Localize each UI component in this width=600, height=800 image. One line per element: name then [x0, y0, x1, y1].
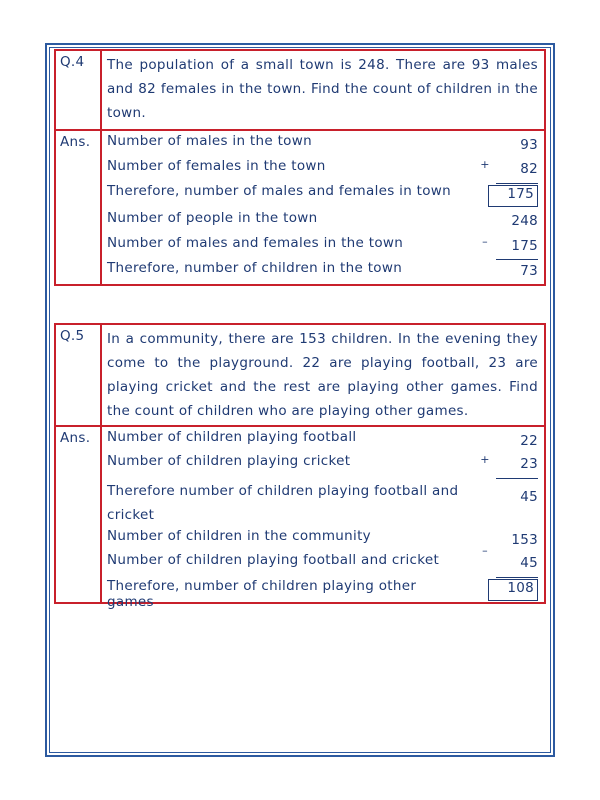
answer-5-row [107, 427, 538, 453]
row-value: 248 [511, 213, 538, 229]
row-label: Therefore, number of males and females in town [107, 183, 452, 199]
row-label: Number of males and females in the town [107, 235, 404, 251]
question-5-text: In a community, there are 153 children. In the evening they come to the playground. 22 are playing football, 23 are playing cricket and the rest are playing other games. Find the count of children who are playing other games. [101, 324, 545, 426]
row-value-boxed: 175 [488, 185, 538, 207]
answer-4-row [107, 235, 538, 260]
answer-4-row [107, 158, 538, 183]
question-5-table [54, 323, 546, 610]
answer-4-row [107, 260, 538, 284]
answer-4-row [107, 131, 538, 158]
answer-4-row [107, 183, 538, 209]
row-value: 23 [496, 453, 538, 479]
question-4-text: The population of a small town is 248. There are 93 males and 82 females in the town. Find the count of children in the town. [101, 50, 545, 130]
answer-5-row [107, 578, 538, 610]
question-5-number: Q.5 [55, 324, 101, 426]
row-label: Number of children playing football [107, 429, 357, 445]
row-value: 22 [520, 433, 538, 449]
row-value-boxed: 108 [488, 579, 538, 601]
row-label: Therefore, number of children playing other games [107, 578, 417, 610]
answer-4-rows [101, 130, 545, 285]
row-label: Number of children playing football and cricket [107, 552, 440, 568]
answer-5-rows [101, 426, 545, 610]
minus-operator: – [482, 235, 488, 248]
row-label: Therefore number of children playing football and cricket [107, 483, 459, 523]
answer-5-row [107, 479, 538, 527]
answer-5-row [107, 453, 538, 479]
row-value: 93 [520, 137, 538, 153]
row-value: 45 [520, 489, 538, 505]
answer-4-row [107, 209, 538, 235]
question-4-table [54, 49, 546, 286]
answer-5-row [107, 544, 538, 578]
question-4-number: Q.4 [55, 50, 101, 130]
row-value: 82 [496, 158, 538, 184]
row-value: 175 [496, 235, 538, 260]
minus-operator: – [482, 544, 488, 557]
row-value: 45 [496, 552, 538, 578]
row-value: 153 [511, 532, 538, 548]
row-label: Number of children playing cricket [107, 453, 351, 469]
row-label: Number of people in the town [107, 210, 318, 226]
row-value: 73 [520, 263, 538, 279]
row-label: Number of females in the town [107, 158, 326, 174]
answer-4-label: Ans. [55, 130, 101, 285]
row-label: Number of children in the community [107, 528, 371, 544]
plus-operator: + [480, 158, 490, 171]
row-label: Number of males in the town [107, 133, 312, 149]
plus-operator: + [480, 453, 490, 466]
answer-5-label: Ans. [55, 426, 101, 603]
row-label: Therefore, number of children in the town [107, 260, 403, 276]
